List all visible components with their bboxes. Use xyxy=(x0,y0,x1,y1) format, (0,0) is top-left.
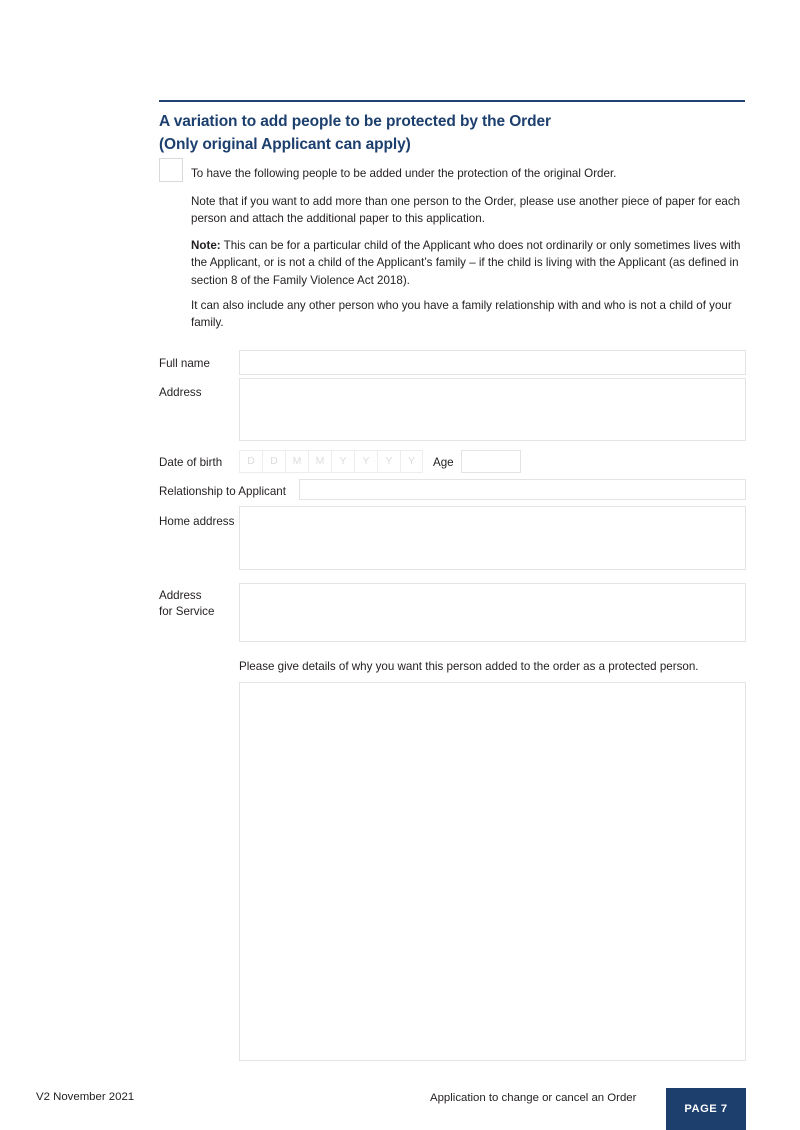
footer-title: Application to change or cancel an Order xyxy=(430,1092,637,1104)
page-number-badge: PAGE 7 xyxy=(666,1088,746,1130)
home-address-input[interactable] xyxy=(239,506,746,570)
heading-rule xyxy=(159,100,745,102)
details-textarea[interactable] xyxy=(239,682,746,1061)
paragraph-also-include: It can also include any other person who you have a family relationship with and who is not a child of your family. xyxy=(191,299,732,330)
page-title-line-2: (Only original Applicant can apply) xyxy=(159,136,411,153)
dob-cell-month-2[interactable]: M xyxy=(308,450,331,473)
address-for-service-label xyxy=(159,588,239,620)
note-body: This can be for a particular child of the Applicant who does not ordinarily or only sometimes lives with the Applicant, or is not a child of the Applicant’s family – if the child is living with the Applicant (as defined in section 8 of the Family Violence Act 2018). xyxy=(191,239,741,287)
full-name-label: Full name xyxy=(159,357,210,370)
dob-cell-year-4[interactable]: Y xyxy=(400,450,423,473)
dob-cell-day-1[interactable]: D xyxy=(239,450,262,473)
full-name-input[interactable] xyxy=(239,350,746,375)
age-label: Age xyxy=(433,456,454,469)
paragraph-more-than-one: Note that if you want to add more than one person to the Order, please use another piece of paper for each person and attach the additional paper to this application. xyxy=(191,195,741,226)
dob-cell-month-1[interactable]: M xyxy=(285,450,308,473)
relationship-input[interactable] xyxy=(299,479,746,500)
declaration-checkbox[interactable] xyxy=(159,158,183,182)
dob-cell-day-2[interactable]: D xyxy=(262,450,285,473)
age-input[interactable] xyxy=(461,450,521,473)
address-input[interactable] xyxy=(239,378,746,441)
page-title-line-1: A variation to add people to be protected by the Order xyxy=(159,113,551,130)
footer-version: V2 November 2021 xyxy=(36,1091,135,1103)
home-address-label: Home address xyxy=(159,515,235,528)
address-for-service-label-line-1: Address xyxy=(159,589,202,602)
address-label: Address xyxy=(159,386,202,399)
declaration-label: To have the following people to be added under the protection of the original Order. xyxy=(191,167,617,180)
paragraph-note xyxy=(191,237,747,289)
date-of-birth-label: Date of birth xyxy=(159,456,223,469)
note-label: Note: xyxy=(191,239,221,252)
address-for-service-input[interactable] xyxy=(239,583,746,642)
dob-cell-year-1[interactable]: Y xyxy=(331,450,354,473)
relationship-label: Relationship to Applicant xyxy=(159,485,286,498)
page-title xyxy=(159,110,759,156)
dob-cell-year-2[interactable]: Y xyxy=(354,450,377,473)
date-of-birth-input[interactable] xyxy=(239,450,423,473)
details-prompt: Please give details of why you want this person added to the order as a protected person. xyxy=(239,660,699,673)
address-for-service-label-line-2: for Service xyxy=(159,605,215,618)
dob-cell-year-3[interactable]: Y xyxy=(377,450,400,473)
